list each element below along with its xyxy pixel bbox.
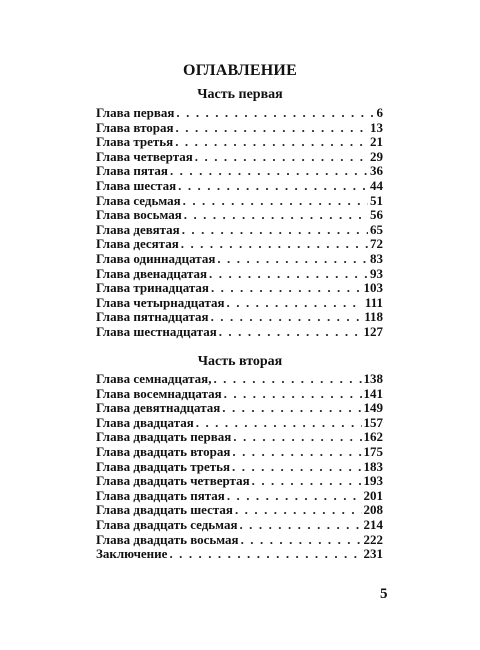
toc-entry [96,194,383,209]
toc-entry-page: 149 [363,400,383,416]
toc-entry-page: 72 [370,236,383,252]
toc-entry [96,150,383,165]
toc-entry-page: 13 [370,119,383,135]
dot-leader [181,237,368,252]
toc-list-part-two [96,372,383,562]
toc-entry-page: 6 [376,105,383,120]
toc-entry-title: Глава двадцать шестая [96,502,233,518]
toc-entry-page: 21 [370,134,383,150]
toc-entry-page: 103 [363,280,383,296]
toc-entry-page: 44 [370,177,383,193]
toc-entry-title: Глава двадцать первая [96,429,232,445]
toc-entry [96,135,383,150]
dot-leader [227,296,363,311]
toc-entry [96,281,383,296]
toc-entry-title: Глава двадцать седьмая [96,516,238,532]
dot-leader [184,208,368,223]
dot-leader [227,489,362,504]
toc-entry-title: Глава шестая [96,177,177,193]
toc-entry [96,489,383,504]
dot-leader [235,503,362,518]
toc-entry-page: 127 [363,323,383,339]
toc-entry-page: 201 [363,487,383,503]
dot-leader [241,533,362,548]
toc-entry [96,252,383,267]
toc-entry-title: Глава шестнадцатая [96,323,217,339]
toc-entry-page: 214 [363,516,383,532]
toc-entry-title: Глава третья [96,134,174,150]
toc-entry-title: Глава восьмая [96,207,182,223]
toc-entry [96,547,383,562]
toc-entry-page: 36 [370,163,383,179]
toc-entry-page: 175 [363,443,383,459]
toc-entry-title: Глава первая [96,105,175,120]
toc-entry-title: Глава двадцатая [96,414,194,430]
toc-entry-page: 118 [364,309,383,325]
dot-leader [175,135,368,150]
toc-entry [96,401,383,416]
dot-leader [195,150,368,165]
toc-entry-page: 231 [363,546,383,562]
toc-entry [96,474,383,489]
toc-entry [96,445,383,460]
dot-leader [176,121,368,136]
toc-entry [96,518,383,533]
toc-entry-page: 93 [370,265,383,281]
dot-leader [252,474,362,489]
toc-entry [96,179,383,194]
toc-entry-page: 51 [370,192,383,208]
toc-entry-title: Глава двенадцатая [96,265,208,281]
toc-entry [96,121,383,136]
toc-entry-page: 208 [363,502,383,518]
dot-leader [219,325,362,340]
page-number: 5 [380,586,388,602]
toc-entry-title: Глава восемнадцатая [96,385,222,401]
toc-entry-title: Глава десятая [96,236,179,252]
toc-entry-page: 222 [363,531,383,547]
toc-entry [96,267,383,282]
dot-leader [209,267,368,282]
dot-leader [211,310,363,325]
toc-entry-title: Глава двадцать восьмая [96,531,239,547]
toc-entry-title: Глава пятая [96,163,168,179]
toc-entry-page: 29 [370,148,383,164]
dot-leader [176,106,374,121]
toc-entry [96,106,383,121]
toc-entry-title: Глава пятнадцатая [96,309,209,325]
toc-entry-page: 193 [363,473,383,489]
toc-entry [96,310,383,325]
toc-entry [96,430,383,445]
toc-entry [96,372,383,387]
dot-leader [222,401,361,416]
dot-leader [213,372,361,387]
toc-entry-page: 183 [363,458,383,474]
dot-leader [178,179,368,194]
dot-leader [232,445,361,460]
toc-entry [96,503,383,518]
toc-entry [96,416,383,431]
toc-entry-title: Глава седьмая [96,192,181,208]
dot-leader [183,194,368,209]
toc-entry [96,325,383,340]
toc-entry-title: Глава девятнадцатая [96,400,221,416]
dot-leader [196,416,362,431]
toc-entry-title: Глава семнадцатая, [96,371,212,386]
toc-entry-title: Глава вторая [96,119,174,135]
toc-entry [96,533,383,548]
dot-leader [211,281,362,296]
toc-entry-page: 162 [363,429,383,445]
toc-entry-page: 138 [363,371,383,386]
toc-entry-page: 83 [370,250,383,266]
toc-entry-title: Глава двадцать третья [96,458,231,474]
toc-entry-title: Глава двадцать четвертая [96,473,250,489]
toc-entry-title: Глава четырнадцатая [96,294,225,310]
toc-entry [96,208,383,223]
part-heading-second: Часть вторая [197,354,283,369]
toc-entry-page: 111 [364,294,383,310]
toc-entry-title: Глава четвертая [96,148,193,164]
dot-leader [224,387,362,402]
toc-entry-page: 157 [363,414,383,430]
dot-leader [169,547,361,562]
toc-list-part-one [96,106,383,340]
toc-entry-title: Заключение [96,546,168,562]
toc-entry-title: Глава двадцать вторая [96,443,231,459]
toc-entry-title: Глава одиннадцатая [96,250,216,266]
toc-entry-title: Глава тринадцатая [96,280,209,296]
toc-entry-title: Глава двадцать пятая [96,487,225,503]
toc-entry [96,296,383,311]
toc-title: ОГЛАВЛЕНИЕ [183,62,297,79]
dot-leader [170,164,368,179]
toc-entry [96,164,383,179]
toc-entry-title: Глава девятая [96,221,180,237]
toc-entry-page: 56 [370,207,383,223]
toc-entry [96,223,383,238]
dot-leader [232,460,361,475]
dot-leader [182,223,368,238]
toc-entry-page: 65 [370,221,383,237]
toc-entry [96,387,383,402]
dot-leader [239,518,361,533]
dot-leader [217,252,368,267]
dot-leader [233,430,361,445]
part-heading-first: Часть первая [197,87,283,102]
toc-entry [96,237,383,252]
toc-entry-page: 141 [363,385,383,401]
toc-entry [96,460,383,475]
